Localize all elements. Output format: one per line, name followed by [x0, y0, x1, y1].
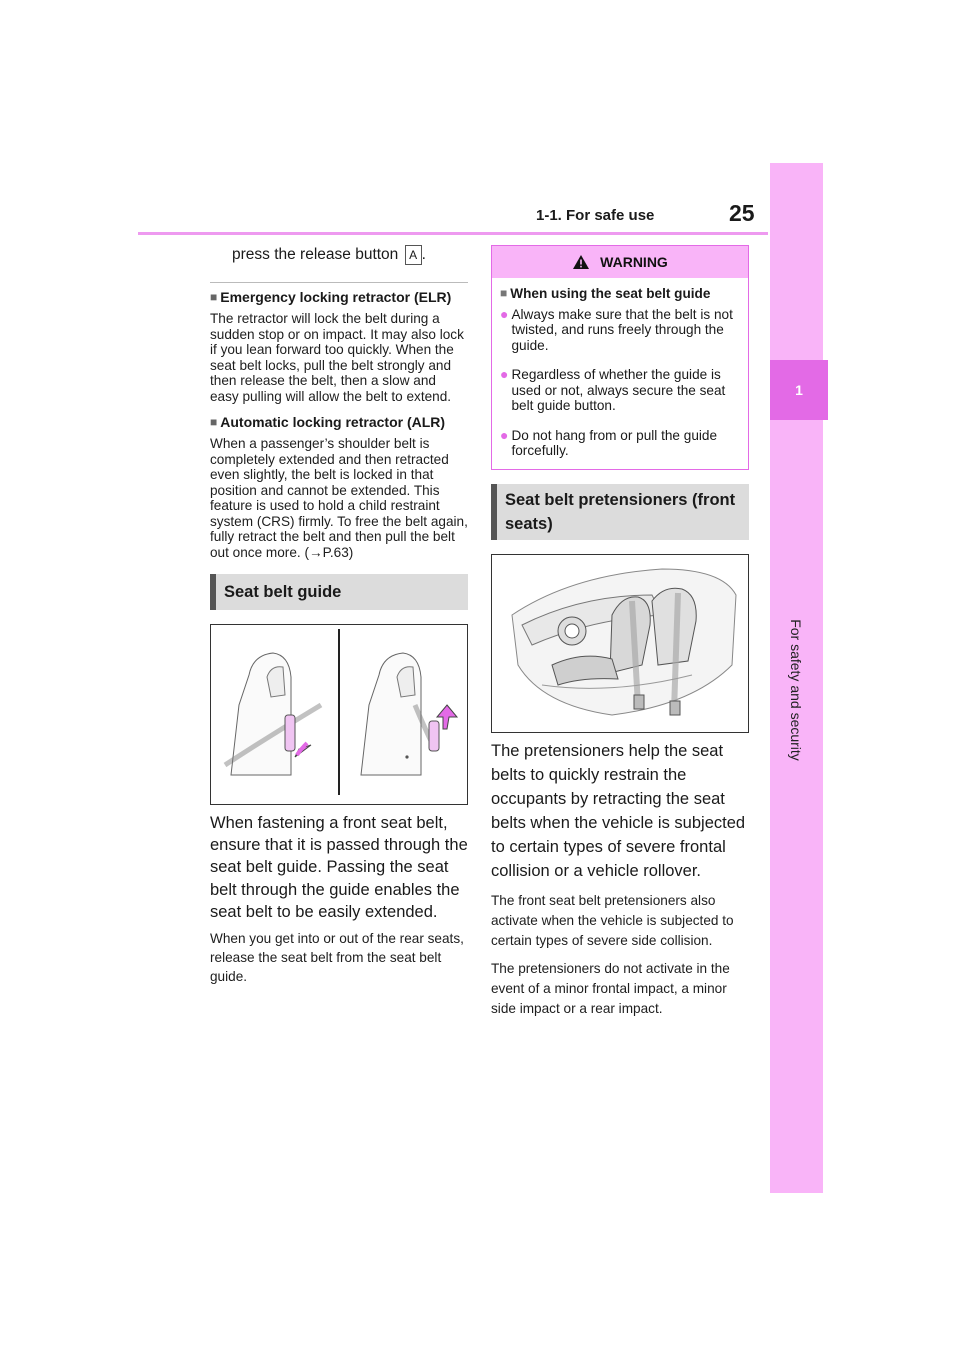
elr-heading: ■ Emergency locking retractor (ELR): [210, 289, 452, 305]
pretensioner-drawing: [492, 555, 748, 727]
right-column: [491, 245, 749, 1027]
elr-text: The retractor will lock the belt during a sudden stop or on impact. It may also lock if you lean forward too quickly. When the seat belt locks, pull the belt strongly and then release the belt, then a slow and easy pulling will allow the belt to extend.: [210, 311, 464, 404]
seat-belt-guide-text: When fastening a front seat belt, ensure that it is passed through the seat belt guide. Passing the seat belt through the guide enables the seat belt to be easily extended.: [210, 814, 468, 921]
callout-a-icon: A: [405, 245, 422, 265]
seat-belt-guide-illustration: [210, 624, 468, 805]
square-bullet-icon: ■: [210, 290, 218, 304]
seat-belt-guide-note: When you get into or out of the rear seats, release the seat belt from the seat belt guide.: [210, 931, 464, 985]
pink-bullet-icon: ●: [500, 366, 509, 382]
alr-text: When a passenger’s shoulder belt is completely extended and then retracted even slightly, the belt is locked in that position and cannot be extended. This feature is used to hold a child restraint system (CRS) firmly. To free the belt again, fully retract the belt and then pull the belt out once more. (→P.63): [210, 436, 468, 560]
chapter-number-tab[interactable]: 1: [770, 360, 828, 420]
warning-heading: ■ When using the seat belt guide: [500, 286, 711, 301]
alr-heading: ■ Automatic locking retractor (ALR): [210, 414, 446, 430]
warning-item: ● Always make sure that the belt is not twisted, and runs freely through the guide.: [500, 305, 733, 353]
pretensioner-note-1: The front seat belt pretensioners also activate when the vehicle is subjected to certain types of severe side collision.: [491, 892, 734, 948]
subhead-rule: [210, 282, 468, 283]
running-header-section: 1-1. For safe use: [536, 207, 655, 224]
pink-bullet-icon: ●: [500, 305, 509, 322]
intro-end: .: [421, 246, 426, 263]
page-number: 25: [729, 200, 755, 226]
pink-bullet-icon: ●: [500, 426, 509, 443]
warning-triangle-icon: [572, 254, 590, 270]
warning-header: [492, 246, 748, 278]
square-bullet-icon: ■: [210, 415, 218, 429]
intro-paragraph: [210, 244, 468, 266]
chapter-title-vertical: For safety and security: [788, 619, 804, 761]
pretensioner-illustration: [491, 554, 749, 733]
warning-item: ● Do not hang from or pull the guide forcefully.: [500, 426, 718, 458]
warning-box: [491, 245, 749, 470]
section-title-seat-belt-guide: Seat belt guide: [210, 574, 468, 610]
pretensioner-note-2: The pretensioners do not activate in the event of a minor frontal impact, a minor side impact or a rear impact.: [491, 960, 730, 1016]
warning-label: WARNING: [600, 254, 668, 270]
warning-item: ● Regardless of whether the guide is used or not, always secure the seat belt guide button.: [500, 366, 726, 413]
pretensioner-text: The pretensioners help the seat belts to quickly restrain the occupants by retracting the seat belts when the vehicle is subjected to certain types of severe frontal collision or a vehicle rollover.: [491, 741, 746, 880]
left-column: [210, 244, 468, 986]
header-rule: [138, 232, 768, 235]
square-bullet-icon: ■: [500, 286, 508, 300]
seat-belt-guide-drawing: [211, 625, 467, 799]
intro-text: press the release button: [232, 246, 399, 263]
section-title-pretensioners: Seat belt pretensioners (front seats): [491, 484, 749, 540]
warning-body: [492, 278, 748, 469]
